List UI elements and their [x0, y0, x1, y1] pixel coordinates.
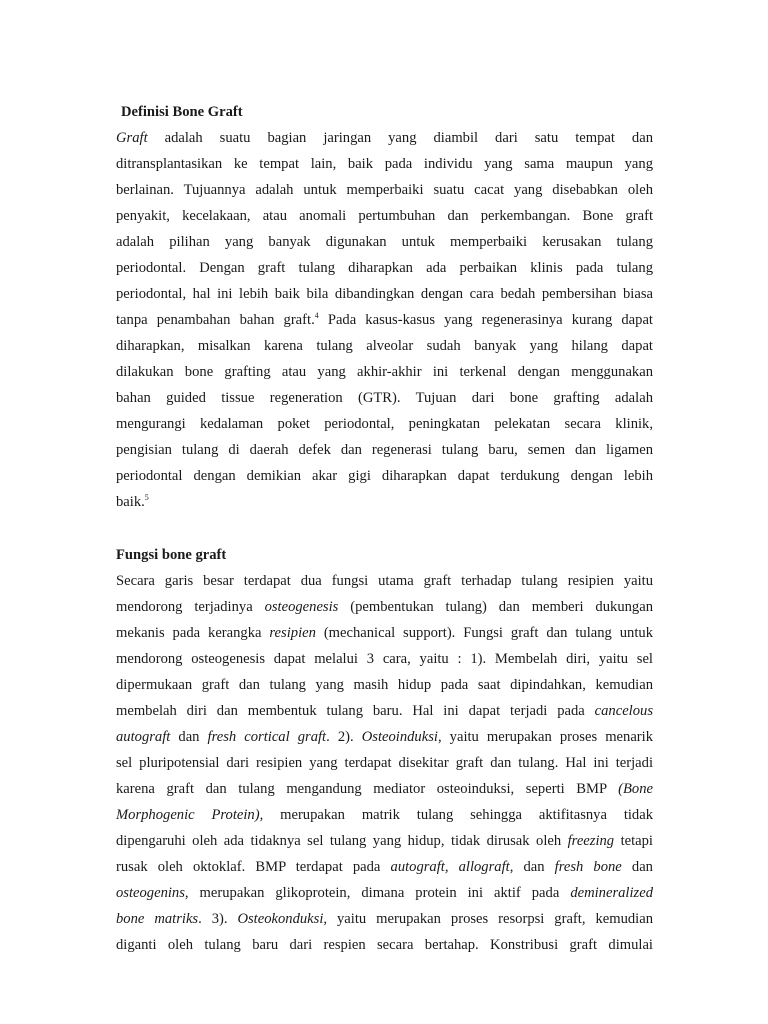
text-line — [116, 463, 653, 489]
text-line — [116, 307, 653, 333]
text-segment: dipermukaan graft dan tulang yang masih hidup pada saat dipindahkan, kemudian — [116, 677, 653, 693]
text-line — [116, 854, 653, 880]
text-line — [116, 880, 653, 906]
italic-term: cancelous — [594, 703, 653, 719]
text-line — [116, 229, 653, 255]
text-segment: sel pluripotensial dari resipien yang terdapat disekitar graft dan tulang. Hal ini terjadi — [116, 755, 653, 771]
text-line — [116, 489, 653, 515]
text-segment: mekanis pada kerangka — [116, 625, 270, 641]
text-segment: mengurangi kedalaman poket periodontal, peningkatan pelekatan secara klinik, — [116, 416, 653, 432]
italic-term: Osteoinduksi — [361, 729, 438, 745]
text-segment: ditransplantasikan ke tempat lain, baik pada individu yang sama maupun yang — [116, 156, 653, 172]
italic-term: demineralized — [570, 885, 653, 901]
text-line — [116, 698, 653, 724]
text-line — [116, 594, 653, 620]
text-line — [116, 203, 653, 229]
text-segment: periodontal, hal ini lebih baik bila dibandingkan dengan cara bedah pembersihan biasa — [116, 286, 653, 302]
italic-term: osteogenesis — [264, 599, 339, 615]
text-line — [116, 932, 653, 958]
text-segment: Pada kasus-kasus yang regenerasinya kurang dapat — [318, 312, 653, 328]
text-segment: baik. — [116, 494, 145, 510]
text-line — [116, 750, 653, 776]
text-segment: , merupakan glikoprotein, dimana protein ini aktif pada — [184, 885, 571, 901]
text-segment: (pembentukan tulang) dan memberi dukungan — [338, 599, 653, 615]
paragraph-fungsi — [116, 568, 653, 958]
italic-term: bone matriks — [116, 911, 199, 927]
text-segment: periodontal dengan demikian akar gigi diharapkan dapat terdukung dengan lebih — [116, 468, 653, 484]
text-segment: membelah diri dan membentuk tulang baru. Hal ini dapat terjadi pada — [116, 703, 595, 719]
section-heading-definisi: Definisi Bone Graft — [121, 104, 243, 120]
text-line — [116, 776, 653, 802]
text-line — [116, 385, 653, 411]
text-segment: penyakit, kecelakaan, atau anomali pertumbuhan dan perkembangan. Bone graft — [116, 208, 653, 224]
text-segment: rusak oleh oktoklaf. BMP terdapat pada — [116, 859, 391, 875]
italic-term: (Bone — [618, 781, 653, 797]
text-line — [116, 151, 653, 177]
text-line — [116, 125, 653, 151]
italic-term: Graft — [116, 130, 148, 146]
text-segment: dan — [621, 859, 653, 875]
text-line — [116, 828, 653, 854]
text-line — [116, 906, 653, 932]
text-segment: pengisian tulang di daerah defek dan regenerasi tulang baru, semen dan ligamen — [116, 442, 653, 458]
text-segment: dan — [170, 729, 208, 745]
text-line — [116, 802, 653, 828]
italic-term: autograft, allograft — [390, 859, 510, 875]
italic-term: resipien — [269, 625, 316, 641]
text-segment: . 2). — [326, 729, 362, 745]
text-line — [116, 724, 653, 750]
text-segment: adalah suatu bagian jaringan yang diambil dari satu tempat dan — [147, 130, 653, 146]
text-line — [116, 281, 653, 307]
italic-term: autograft — [116, 729, 171, 745]
text-line — [116, 411, 653, 437]
document-body — [116, 99, 653, 958]
reference-superscript: 4 — [314, 311, 319, 321]
text-line — [116, 620, 653, 646]
text-segment: merupakan matrik tulang sehingga aktifitasnya tidak — [263, 807, 653, 823]
text-segment: mendorong osteogenesis dapat melalui 3 cara, yaitu : 1). Membelah diri, yaitu sel — [116, 651, 653, 667]
text-line — [116, 333, 653, 359]
text-segment: diharapkan, misalkan karena tulang alveolar sudah banyak yang hilang dapat — [116, 338, 653, 354]
text-segment: periodontal. Dengan graft tulang diharapkan ada perbaikan klinis pada tulang — [116, 260, 653, 276]
text-segment: , yaitu merupakan proses menarik — [437, 729, 654, 745]
text-segment: tetapi — [614, 833, 653, 849]
text-segment: berlainan. Tujuannya adalah untuk memperbaiki suatu cacat yang disebabkan oleh — [116, 182, 653, 198]
italic-term: freezing — [567, 833, 615, 849]
italic-term: Morphogenic Protein), — [116, 807, 264, 823]
text-segment: Secara garis besar terdapat dua fungsi utama graft terhadap tulang resipien yaitu — [116, 573, 653, 589]
text-segment: bahan guided tissue regeneration (GTR). Tujuan dari bone grafting adalah — [116, 390, 653, 406]
text-line — [116, 255, 653, 281]
text-segment: tanpa penambahan bahan graft. — [116, 312, 315, 328]
text-segment: diganti oleh tulang baru dari respien secara bertahap. Konstribusi graft dimulai — [116, 937, 653, 953]
text-line — [116, 177, 653, 203]
text-segment: karena graft dan tulang mengandung mediator osteoinduksi, seperti BMP — [116, 781, 619, 797]
text-segment: adalah pilihan yang banyak digunakan untuk memperbaiki kerusakan tulang — [116, 234, 653, 250]
text-segment: dilakukan bone grafting atau yang akhir-akhir ini terkenal dengan menggunakan — [116, 364, 653, 380]
text-segment: mendorong terjadinya — [116, 599, 265, 615]
italic-term: fresh cortical graft — [207, 729, 327, 745]
italic-term: fresh bone — [554, 859, 622, 875]
text-segment: , dan — [509, 859, 555, 875]
text-segment: dipengaruhi oleh ada tidaknya sel tulang yang hidup, tidak dirusak oleh — [116, 833, 568, 849]
text-line — [116, 568, 653, 594]
text-line — [116, 672, 653, 698]
text-segment: . 3). — [198, 911, 238, 927]
reference-superscript: 5 — [144, 493, 149, 503]
italic-term: osteogenins — [116, 885, 185, 901]
italic-term: Osteokonduksi — [237, 911, 324, 927]
text-line — [116, 437, 653, 463]
text-line — [116, 359, 653, 385]
text-segment: (mechanical support). Fungsi graft dan tulang untuk — [315, 625, 653, 641]
paragraph-definisi — [116, 125, 653, 515]
section-heading-fungsi: Fungsi bone graft — [116, 547, 227, 563]
text-segment: , yaitu merupakan proses resorpsi graft, kemudian — [323, 911, 653, 927]
paragraph-spacer — [116, 515, 653, 542]
text-line — [116, 646, 653, 672]
